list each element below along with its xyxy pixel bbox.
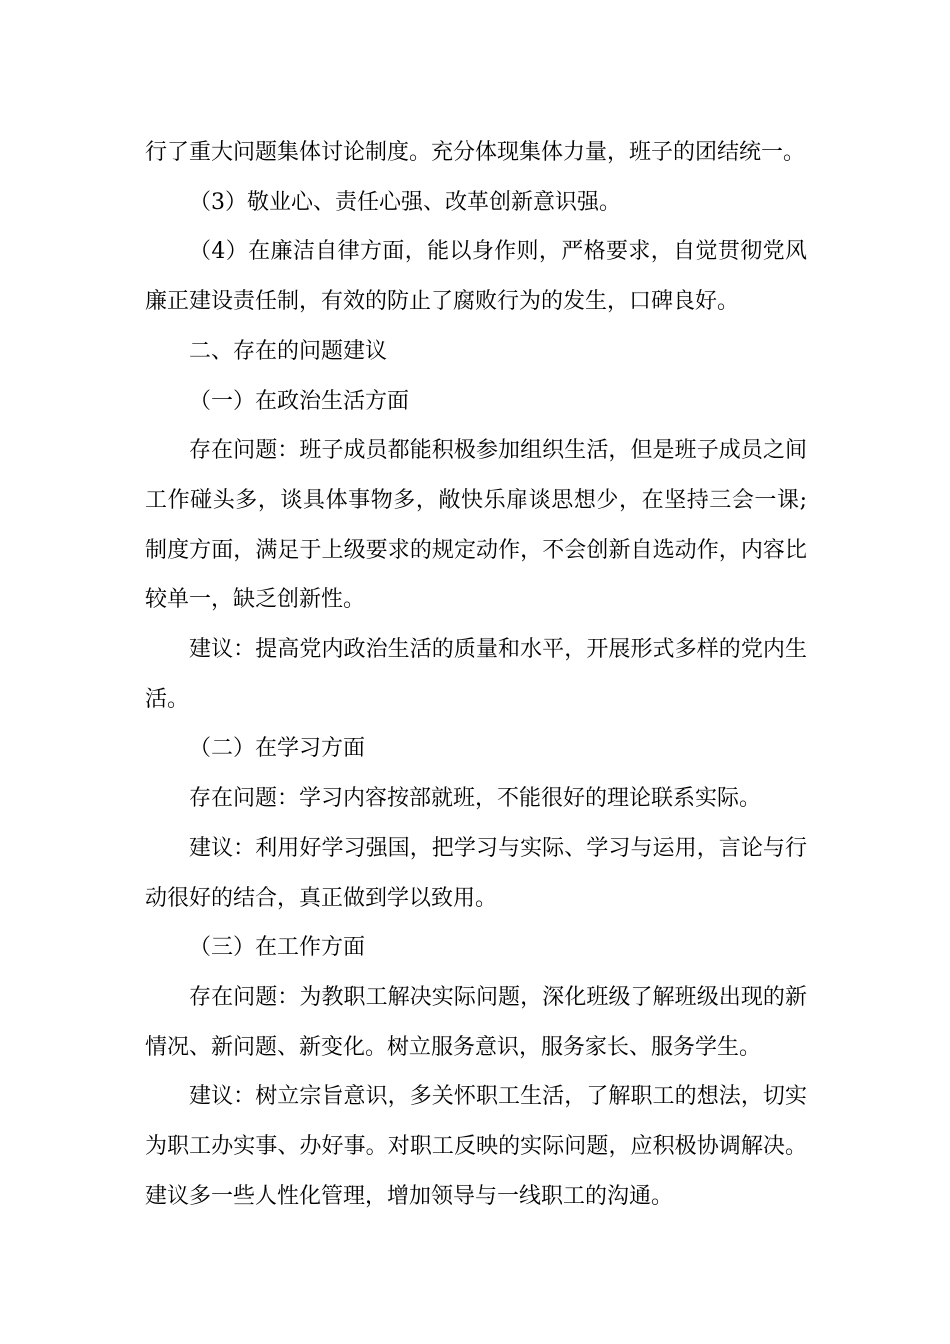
subheading-political-life: （一）在政治生活方面 xyxy=(189,388,410,414)
paragraph-study-suggestion: 建议：利用好学习强国，把学习与实际、学习与运用，言论与行动很好的结合，真正做到学以致用。 xyxy=(145,835,807,911)
section-heading-problems: 二、存在的问题建议 xyxy=(189,338,388,364)
subheading-work: （三）在工作方面 xyxy=(189,935,366,961)
subheading-study: （二）在学习方面 xyxy=(189,736,366,762)
document-page xyxy=(145,128,807,1221)
paragraph-political-problem: 存在问题：班子成员都能积极参加组织生活，但是班子成员之间工作碰头多，谈具体事物多，敞快乐扉谈思想少，在坚持三会一课;制度方面，满足于上级要求的规定动作，不会创新自选动作，内容比较单一，缺乏创新性。 xyxy=(145,438,807,613)
paragraph-continuation: 行了重大问题集体讨论制度。充分体现集体力量，班子的团结统一。 xyxy=(145,140,806,165)
paragraph-study-problem: 存在问题：学习内容按部就班，不能很好的理论联系实际。 xyxy=(189,786,762,812)
paragraph-item-4: （4）在廉洁自律方面，能以身作则，严格要求，自觉贯彻党风廉正建设责任制，有效的防止了腐败行为的发生，口碑良好。 xyxy=(145,239,807,315)
paragraph-item-3: （3）敬业心、责任心强、改革创新意识强。 xyxy=(189,189,621,215)
paragraph-political-suggestion: 建议：提高党内政治生活的质量和水平，开展形式多样的党内生活。 xyxy=(145,637,807,712)
paragraph-work-problem: 存在问题：为教职工解决实际问题，深化班级了解班级出现的新情况、新问题、新变化。树立服务意识，服务家长、服务学生。 xyxy=(145,984,807,1060)
paragraph-work-suggestion: 建议：树立宗旨意识，多关怀职工生活，了解职工的想法，切实为职工办实事、办好事。对职工反映的实际问题，应积极协调解决。建议多一些人性化管理，增加领导与一线职工的沟通。 xyxy=(145,1084,807,1209)
